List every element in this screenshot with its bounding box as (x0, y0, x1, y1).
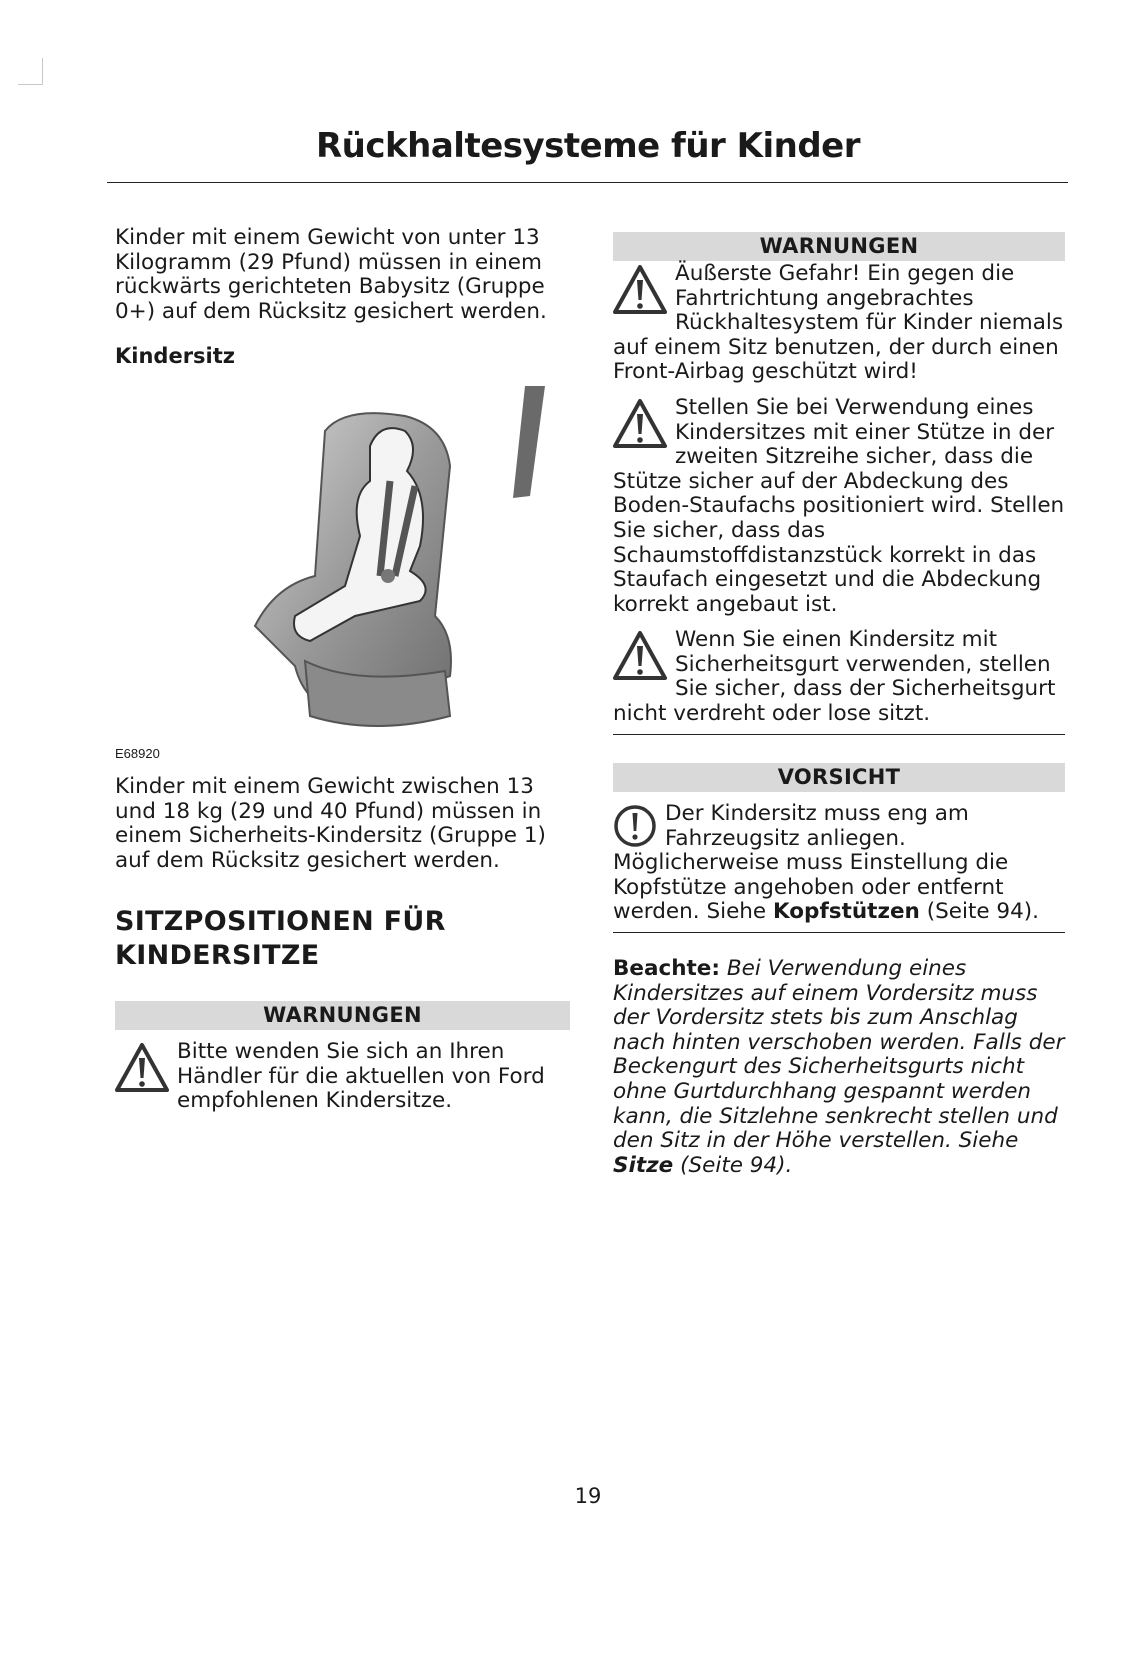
subheading-kindersitz: Kindersitz (115, 344, 236, 368)
note-paragraph (613, 957, 1065, 1178)
section-title-line1: SITZPOSITIONEN FÜR (115, 906, 446, 937)
warning-right-1 (613, 262, 1065, 385)
warning-right-2 (613, 396, 1065, 617)
caution-link-kopfstuetzen[interactable]: Kopfstützen (773, 899, 920, 925)
section-title-line2: KINDERSITZE (115, 940, 320, 971)
note-text: Bei Verwendung eines Kindersitzes auf einem Vordersitz muss der Vordersitz stets bis zum Anschlag nach hinten verschoben werden. Falls der Beckengurt des Sicherheitsgurts nicht ohne Gurtdurchhang gespannt werden kann, die Sitzlehne senkrecht stellen und den Sitz in der Höhe verstellen. Siehe (613, 956, 1065, 1154)
warning-right-3 (613, 628, 1065, 726)
caution-header: VORSICHT (613, 763, 1065, 792)
caution-box (613, 802, 1065, 925)
warning-right-3-text: Wenn Sie einen Kindersitz mit Sicherheitsgurt verwenden, stellen Sie sicher, dass der Sicherheitsgurt nicht verdreht oder lose sitzt. (613, 627, 1056, 726)
caution-text: Der Kindersitz muss eng am Fahrzeugsitz anliegen. Möglicherweise muss Einstellung die Kopfstütze angehoben oder entfernt werden. Siehe (613, 801, 1009, 925)
figure-label: E68920 (115, 746, 160, 761)
para-group1: Kinder mit einem Gewicht zwischen 13 und 18 kg (29 und 40 Pfund) müssen in einem Sicherheits-Kindersitz (Gruppe 1) auf dem Rücksitz gesichert werden. (115, 774, 546, 873)
warning-triangle-icon (115, 1042, 169, 1094)
note-label: Beachte: (613, 956, 720, 981)
warning-triangle-icon (613, 630, 667, 682)
seat-belt-strap (513, 386, 545, 498)
caution-divider (613, 932, 1065, 933)
warning-right-1-text: Äußerste Gefahr! Ein gegen die Fahrtrichtung angebrachtes Rückhaltesystem für Kinder niemals auf einem Sitz benutzen, der durch einen Front-Airbag geschützt wird! (613, 261, 1064, 385)
page-title: Rückhaltesysteme für Kinder (315, 126, 860, 166)
harness-buckle (381, 569, 395, 583)
caution-page-ref: (Seite 94). (926, 899, 1040, 925)
warning-left-1-text: Bitte wenden Sie sich an Ihren Händler für die aktuellen von Ford empfohlenen Kindersitze. (177, 1039, 545, 1114)
warning-header-right: WARNUNGEN (613, 232, 1065, 261)
caution-circle-icon (613, 804, 657, 848)
intro-paragraph: Kinder mit einem Gewicht von unter 13 Kilogramm (29 Pfund) müssen in einem rückwärts gerichteten Babysitz (Gruppe 0+) auf dem Rücksitz gesichert werden. (115, 225, 547, 324)
warning-divider (613, 734, 1065, 735)
warning-right-2-text: Stellen Sie bei Verwendung eines Kindersitzes mit einer Stütze in der zweiten Sitzreihe sicher, dass die Stütze sicher auf der Abdeckung des Boden-Staufachs positioniert wird. Stellen Sie sicher, dass das Schaumstoffdistanzstück korrekt in das Staufach eingesetzt und die Abdeckung korrekt angebaut ist. (613, 395, 1065, 617)
note-link-sitze[interactable]: Sitze (613, 1152, 674, 1178)
note-page-ref: (Seite 94). (680, 1152, 793, 1178)
section-title (115, 905, 446, 973)
title-divider (107, 182, 1068, 183)
child-seat-illustration (195, 386, 595, 746)
crop-mark (18, 58, 43, 85)
warning-triangle-icon (613, 264, 667, 316)
warning-header-left: WARNUNGEN (115, 1001, 570, 1030)
warning-left-1 (115, 1040, 570, 1114)
page-number: 19 (574, 1484, 602, 1508)
warning-triangle-icon (613, 398, 667, 450)
